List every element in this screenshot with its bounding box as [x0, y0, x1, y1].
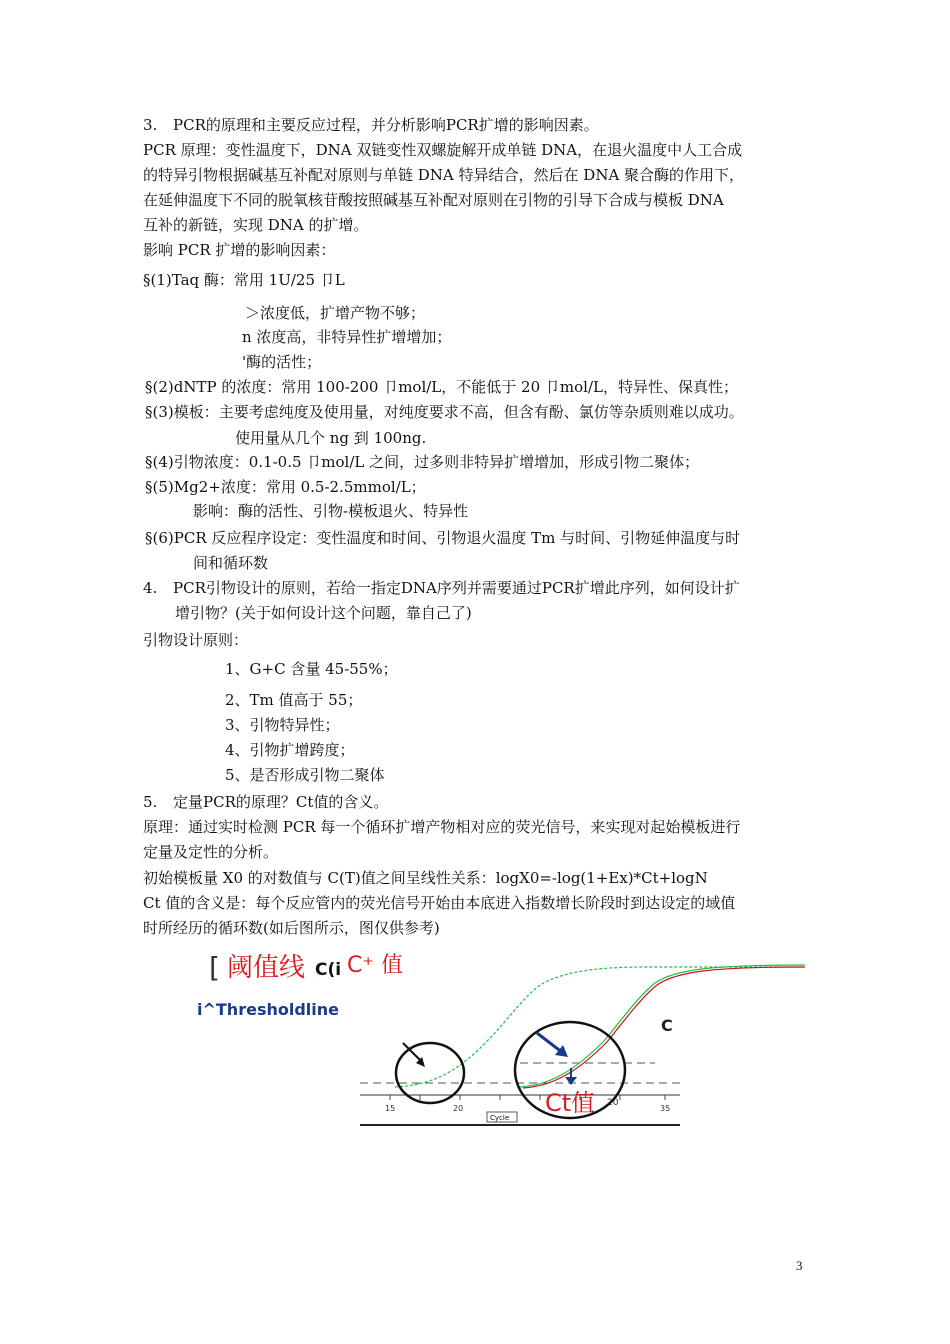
sub-item: '酶的活性；: [242, 353, 322, 371]
ct-value-label: Ct值: [545, 1089, 596, 1117]
paragraph-line: 互补的新链，实现 DNA 的扩增。: [143, 216, 369, 234]
highlight-circle-left: [396, 1043, 464, 1103]
list-item: 2、Tm 值高于 55；: [225, 691, 363, 709]
list-item: 4、引物扩增跨度；: [225, 741, 355, 759]
tick-label: 20: [453, 1104, 464, 1113]
paragraph-line: 时所经历的循环数(如后图所示，图仅供参考): [143, 919, 440, 937]
heading-q4: 4. PCR引物设计的原则，若给一指定DNA序列并需要通过PCR扩增此序列，如何设计扩: [143, 579, 740, 597]
page-number: 3: [796, 1258, 803, 1273]
paragraph-line: 在延伸温度下不同的脱氧核苷酸按照碱基互补配对原则在引物的引导下合成与模板 DNA: [143, 191, 724, 209]
heading-q3: 3. PCR的原理和主要反应过程，并分析影响PCR扩增的影响因素。: [143, 116, 599, 134]
paragraph-line: PCR 原理：变性温度下，DNA 双链变性双螺旋解开成单链 DNA，在退火温度中人工合成: [143, 141, 743, 159]
list-item: 1、G+C 含量 45-55%；: [225, 660, 398, 678]
cycle-axis-label: Cycle: [490, 1114, 510, 1122]
sub-item: ＞浓度低，扩增产物不够；: [245, 304, 426, 322]
sub-item: n 浓度高，非特异性扩增增加；: [242, 328, 452, 346]
threshold-label-cn: 阈值线: [227, 953, 306, 983]
list-item: §(5)Mg2+浓度：常用 0.5-2.5mmol/L；: [145, 478, 426, 496]
qpcr-figure: [185, 945, 810, 1135]
paragraph-line: 引物设计原则：: [143, 631, 249, 649]
label-bracket: [: [209, 951, 220, 984]
paragraph-line: 原理：通过实时检测 PCR 每一个循环扩增产物相对应的荧光信号，来实现对起始模板进行: [143, 818, 741, 836]
paragraph-line: 定量及定性的分析。: [143, 843, 279, 861]
amplification-curve-green: [395, 967, 805, 1087]
sub-item: 使用量从几个 ng 到 100ng.: [235, 429, 427, 447]
list-item: §(2)dNTP 的浓度：常用 100-200 卩mol/L，不能低于 20 卩mol/L，特异性、保真性；: [145, 378, 738, 396]
c-label: C(i: [315, 960, 342, 980]
tick-label: 20: [607, 1098, 619, 1108]
ct-marker-head: [565, 1077, 577, 1085]
sub-item: 影响：酶的活性、引物-模板退火、特异性: [193, 502, 469, 520]
heading-q5: 5. 定量PCR的原理？Ct值的含义。: [143, 793, 389, 811]
threshold-label-en: i^Thresholdline: [197, 1000, 339, 1019]
list-item: 3、引物特异性；: [225, 716, 340, 734]
paragraph-line: 初始模板量 X0 的对数值与 C(T)值之间呈线性关系：logX0=-log(1+Ex)*Ct+logN: [143, 869, 708, 887]
list-item: §(1)Taq 酶：常用 1U/25 卩L: [143, 271, 345, 289]
sub-item: 间和循环数: [193, 554, 269, 572]
list-item: §(6)PCR 反应程序设定：变性温度和时间、引物退火温度 Tm 与时间、引物延伸温度与时: [145, 529, 741, 547]
paragraph-line: Ct 值的含义是：每个反应管内的荧光信号开始由本底进入指数增长阶段时到达设定的域值: [143, 894, 736, 912]
list-item: §(4)引物浓度：0.1-0.5 卩mol/L 之间，过多则非特异扩增增加，形成引物二聚体；: [145, 453, 700, 471]
paragraph-line: 的特异引物根据碱基互补配对原则与单链 DNA 特异结合，然后在 DNA 聚合酶的作用下，: [143, 166, 745, 184]
paragraph-line: 影响 PCR 扩增的影响因素：: [143, 241, 336, 259]
list-item: §(3)模板：主要考虑纯度及使用量，对纯度要求不高，但含有酚、氯仿等杂质则难以成功。: [145, 403, 744, 421]
paragraph-line: 增引物？(关于如何设计这个问题，靠自己了): [175, 604, 472, 622]
tick-label: 15: [385, 1104, 396, 1113]
tick-label: 35: [660, 1104, 671, 1113]
ct-label-top: C⁺ 值: [347, 953, 403, 978]
list-item: 5、是否形成引物二聚体: [225, 766, 385, 784]
cropped-glyph: C: [661, 1016, 673, 1035]
